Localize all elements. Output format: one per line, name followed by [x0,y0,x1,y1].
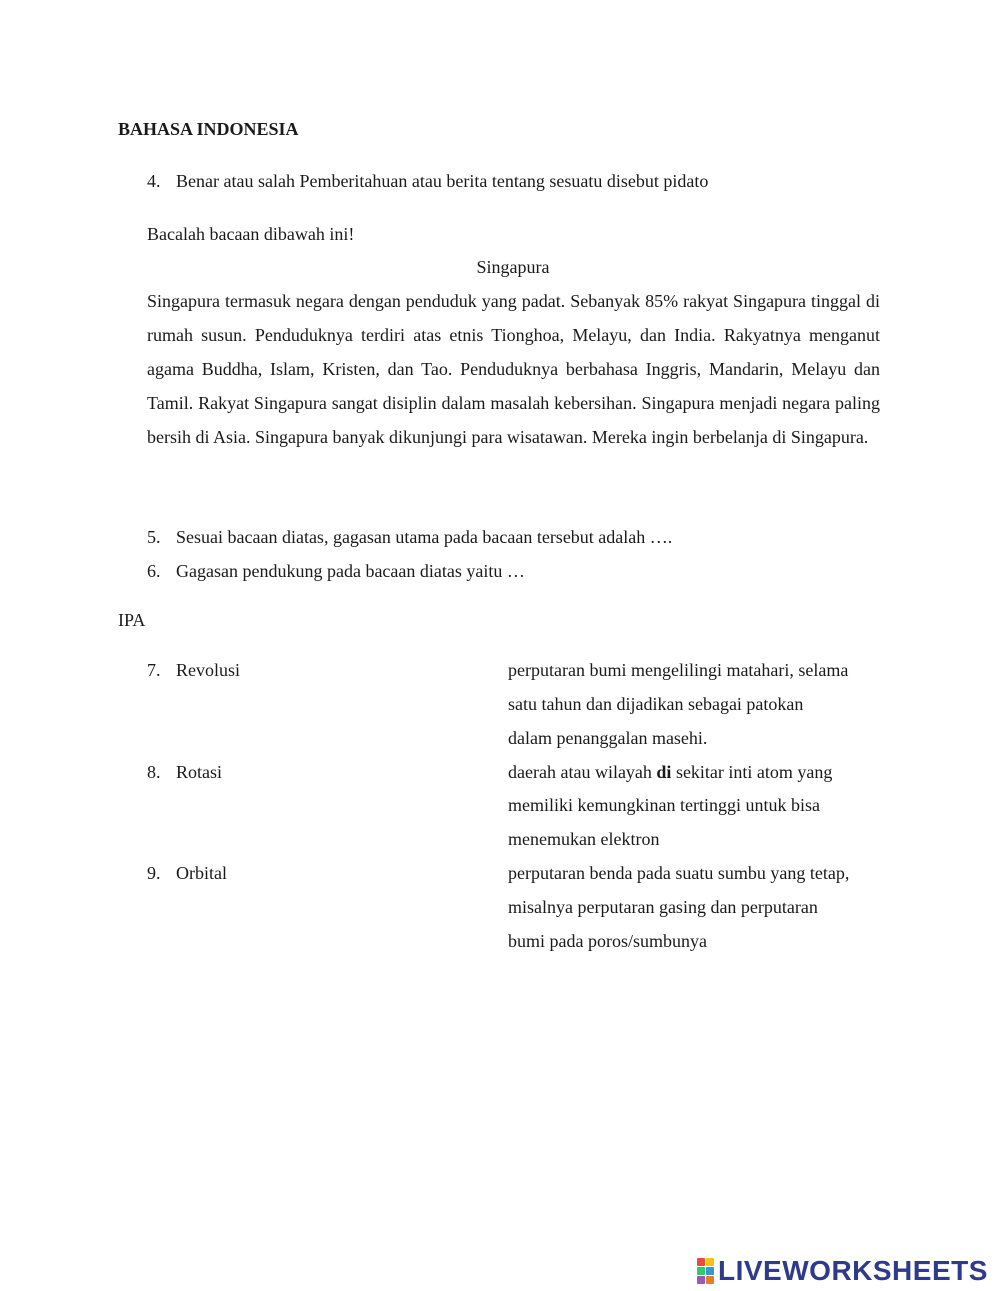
matching-definition-line: menemukan elektron [508,829,660,849]
matching-number: 8. [147,762,161,782]
matching-number: 7. [147,660,161,680]
liveworksheets-logo [697,1255,988,1287]
matching-definition-line: bumi pada poros/sumbunya [508,931,707,951]
question-5-text: Sesuai bacaan diatas, gagasan utama pada bacaan tersebut adalah …. [176,527,673,547]
question-4-text: Benar atau salah Pemberitahuan atau berita tentang sesuatu disebut pidato [176,171,709,191]
question-number-6: 6. [147,561,161,581]
matching-definition-line: dalam penanggalan masehi. [508,728,708,748]
matching-definition-line: perputaran benda pada suatu sumbu yang tetap, [508,863,850,883]
section-heading-bahasa: BAHASA INDONESIA [118,119,299,139]
reading-instruction: Bacalah bacaan dibawah ini! [147,224,355,244]
matching-definition-line: perputaran bumi mengelilingi matahari, selama [508,660,849,680]
matching-term: Rotasi [176,762,223,782]
reading-title: Singapura [476,257,550,277]
matching-definition-line: satu tahun dan dijadikan sebagai patokan [508,694,804,714]
question-6-text: Gagasan pendukung pada bacaan diatas yaitu … [176,561,525,581]
section-heading-ipa: IPA [118,610,146,630]
question-number-4: 4. [147,171,161,191]
matching-definition-line: misalnya perputaran gasing dan perputaran [508,897,818,917]
matching-definition-line: daerah atau wilayah di sekitar inti atom yang [508,762,833,782]
liveworksheets-text: LIVEWORKSHEETS [718,1255,988,1286]
matching-term: Orbital [176,863,227,883]
reading-paragraph: Singapura termasuk negara dengan penduduk yang padat. Sebanyak 85% rakyat Singapura tinggal di rumah susun. Penduduknya terdiri atas etnis Tionghoa, Melayu, dan India. Rakyatnya menganut agama Buddha, Islam, Kristen, dan Tao. Penduduknya berbahasa Inggris, Mandarin, Melayu dan Tamil. Rakyat Singapura sangat disiplin dalam masalah kebersihan. Singapura menjadi negara paling bersih di Asia. Singapura banyak dikunjungi para wisatawan. Mereka ingin berbelanja di Singapura. [147,291,880,447]
matching-number: 9. [147,863,161,883]
matching-definition-line: memiliki kemungkinan tertinggi untuk bisa [508,795,820,815]
question-number-5: 5. [147,527,161,547]
matching-term: Revolusi [176,660,241,680]
liveworksheets-icon [697,1258,714,1284]
